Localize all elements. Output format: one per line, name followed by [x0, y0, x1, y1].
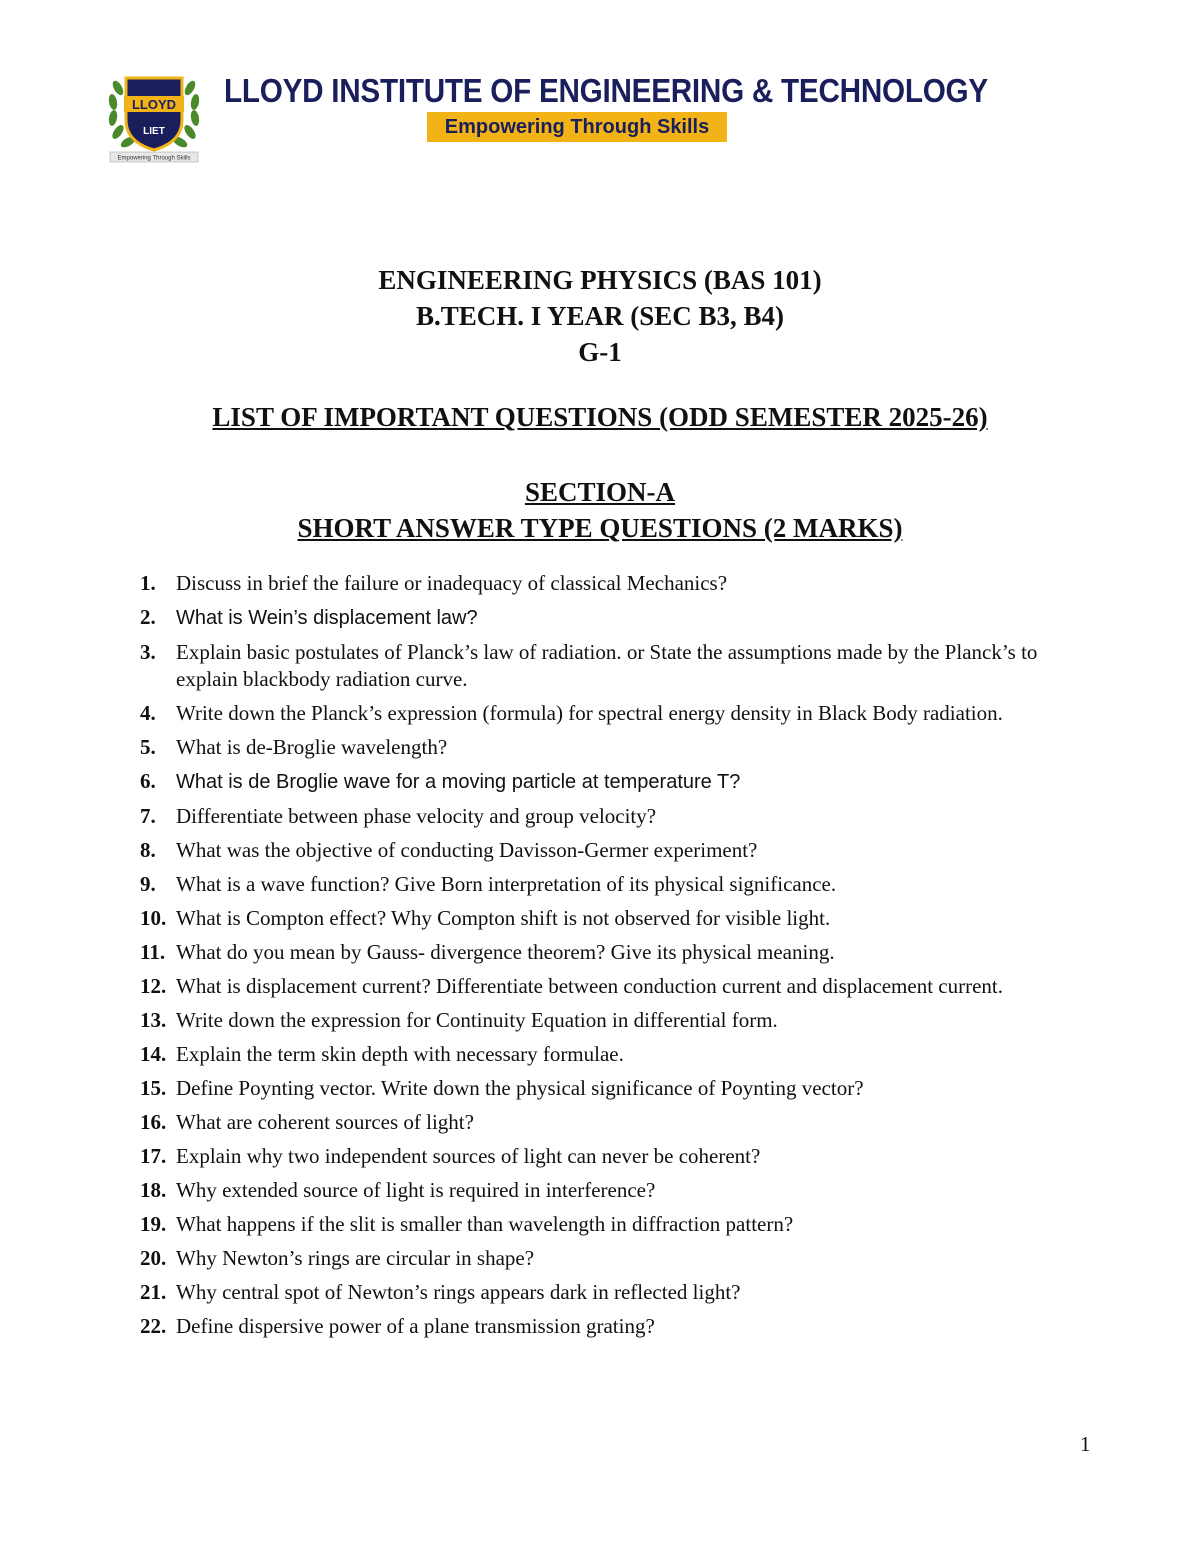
institute-name: LLOYD INSTITUTE OF ENGINEERING & TECHNOLOGY: [224, 72, 988, 109]
question-item: [140, 803, 1040, 830]
institute-header: [104, 68, 988, 164]
question-text: Discuss in brief the failure or inadequacy of classical Mechanics?: [176, 571, 728, 595]
question-text: What is a wave function? Give Born interpretation of its physical significance.: [176, 872, 837, 896]
question-number: 15.: [140, 1076, 167, 1100]
question-item: [140, 604, 1040, 632]
question-list: [140, 570, 1040, 1340]
question-item: [140, 768, 1040, 796]
question-number: 1.: [140, 571, 156, 595]
question-text: Write down the Planck’s expression (formula) for spectral energy density in Black Body radiation.: [176, 701, 1003, 725]
question-item: [140, 734, 1040, 761]
question-item: [140, 1109, 1040, 1136]
question-number: 3.: [140, 640, 156, 664]
list-title: LIST OF IMPORTANT QUESTIONS (ODD SEMESTER 2025-26): [212, 402, 988, 432]
logo-subtext: LIET: [143, 126, 165, 137]
question-text: Explain why two independent sources of light can never be coherent?: [176, 1144, 761, 1168]
question-text: What was the objective of conducting Davisson-Germer experiment?: [176, 838, 758, 862]
question-text: Explain the term skin depth with necessary formulae.: [176, 1042, 624, 1066]
question-item: [140, 700, 1040, 727]
question-item: [140, 1211, 1040, 1238]
course-title: ENGINEERING PHYSICS (BAS 101): [378, 265, 822, 295]
question-item: [140, 1313, 1040, 1340]
question-item: [140, 1279, 1040, 1306]
question-text: Why central spot of Newton’s rings appears dark in reflected light?: [176, 1280, 741, 1304]
question-number: 17.: [140, 1144, 167, 1168]
question-text: Define dispersive power of a plane transmission grating?: [176, 1314, 655, 1338]
question-text: Write down the expression for Continuity Equation in differential form.: [176, 1008, 778, 1032]
question-number: 6.: [140, 769, 156, 793]
question-number: 12.: [140, 974, 167, 998]
course-titles: [0, 262, 1200, 370]
question-item: [140, 1143, 1040, 1170]
question-text: What is Compton effect? Why Compton shift is not observed for visible light.: [176, 906, 831, 930]
page-number: 1: [1080, 1432, 1091, 1456]
question-text: What is de Broglie wave for a moving particle at temperature T?: [176, 771, 741, 793]
question-item: [140, 939, 1040, 966]
question-number: 18.: [140, 1178, 167, 1202]
logo-text: LLOYD: [131, 97, 177, 112]
question-number: 21.: [140, 1280, 167, 1304]
question-item: [140, 570, 1040, 597]
question-item: [140, 1041, 1040, 1068]
question-item: [140, 1177, 1040, 1204]
question-text: Why extended source of light is required in interference?: [176, 1178, 656, 1202]
question-number: 22.: [140, 1314, 167, 1338]
section-subtitle: SHORT ANSWER TYPE QUESTIONS (2 MARKS): [297, 513, 903, 543]
question-text: Why Newton’s rings are circular in shape?: [176, 1246, 535, 1270]
question-number: 13.: [140, 1008, 167, 1032]
question-item: [140, 837, 1040, 864]
question-number: 9.: [140, 872, 156, 896]
group-title: G-1: [578, 337, 622, 367]
question-text: Differentiate between phase velocity and group velocity?: [176, 804, 657, 828]
question-text: Explain basic postulates of Planck’s law of radiation. or State the assumptions made by the Planck’s to explain blackbody radiation curve.: [176, 640, 1038, 691]
question-number: 7.: [140, 804, 156, 828]
question-text: What is displacement current? Differentiate between conduction current and displacement current.: [176, 974, 1004, 998]
question-number: 2.: [140, 605, 156, 629]
question-text: What is de-Broglie wavelength?: [176, 735, 448, 759]
question-item: [140, 973, 1040, 1000]
question-item: [140, 1075, 1040, 1102]
question-text: What is Wein’s displacement law?: [176, 607, 478, 629]
question-number: 11.: [140, 940, 166, 964]
question-item: [140, 1007, 1040, 1034]
question-item: [140, 905, 1040, 932]
question-number: 19.: [140, 1212, 167, 1236]
question-text: What are coherent sources of light?: [176, 1110, 474, 1134]
question-item: [140, 871, 1040, 898]
question-number: 20.: [140, 1246, 167, 1270]
question-text: Define Poynting vector. Write down the physical significance of Poynting vector?: [176, 1076, 864, 1100]
section-heading: [0, 474, 1200, 546]
question-item: [140, 639, 1040, 693]
institute-logo: [104, 68, 204, 164]
institute-tagline: Empowering Through Skills: [427, 112, 727, 142]
question-text: What do you mean by Gauss- divergence theorem? Give its physical meaning.: [176, 940, 835, 964]
question-number: 14.: [140, 1042, 167, 1066]
program-title: B.TECH. I YEAR (SEC B3, B4): [415, 301, 785, 331]
question-number: 5.: [140, 735, 156, 759]
section-name: SECTION-A: [524, 477, 676, 507]
question-item: [140, 1245, 1040, 1272]
question-number: 8.: [140, 838, 156, 862]
logo-ribbon-text: Empowering Through Skills: [117, 155, 191, 162]
question-number: 4.: [140, 701, 156, 725]
question-text: What happens if the slit is smaller than wavelength in diffraction pattern?: [176, 1212, 794, 1236]
question-number: 10.: [140, 906, 167, 930]
question-number: 16.: [140, 1110, 167, 1134]
